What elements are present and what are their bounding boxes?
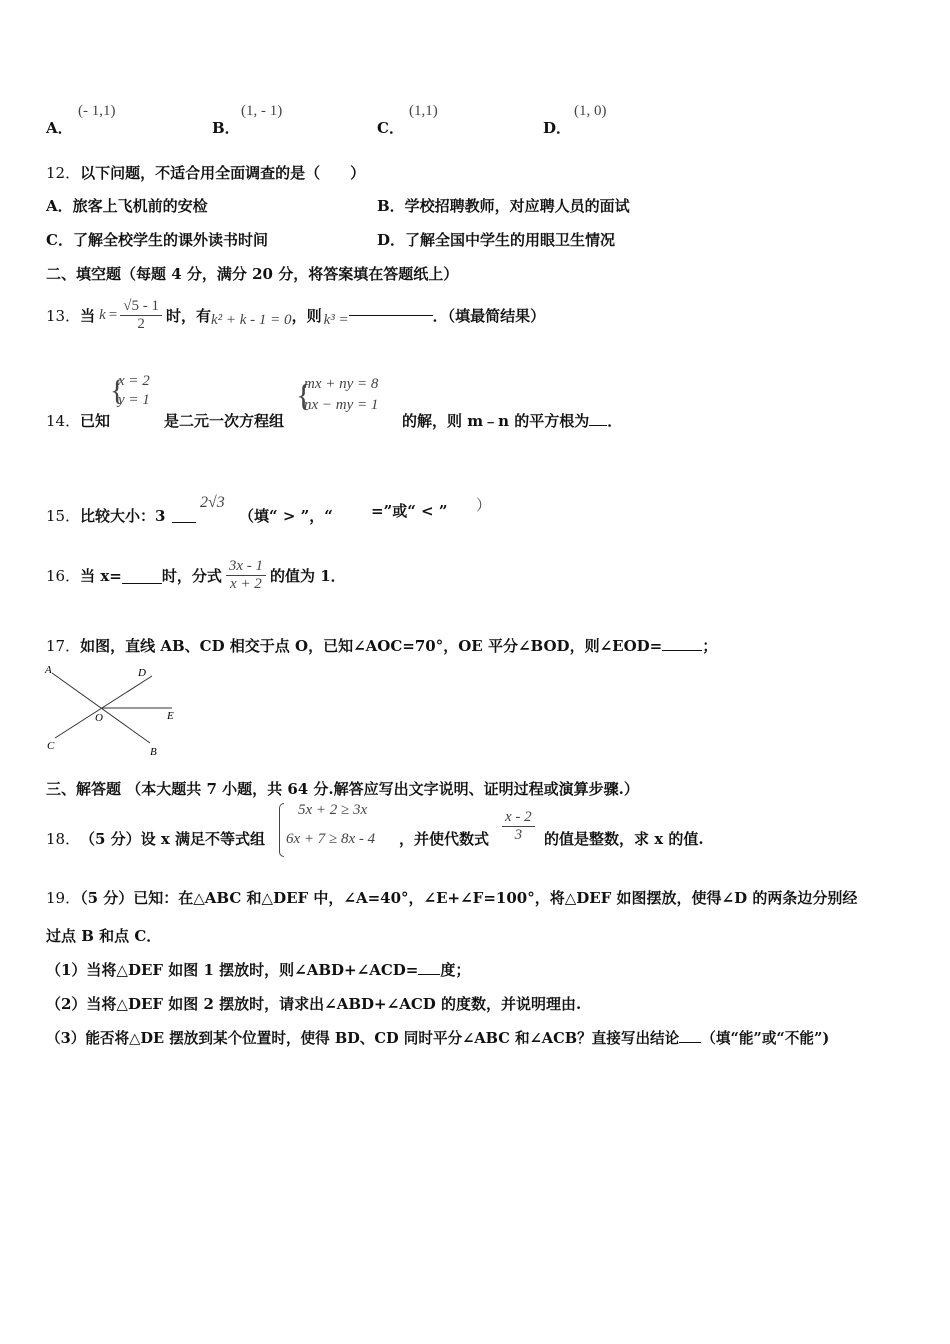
option-b-label: B．: [212, 119, 240, 137]
question-12: [46, 162, 365, 183]
q19-part-1-blank[interactable]: [418, 959, 440, 975]
q17-text: 如图，直线 AB、CD 相交于点 O，已知∠AOC=70°，OE 平分∠BOD，则∠EOD=: [80, 637, 663, 655]
question-19: [46, 887, 857, 908]
point-label-b: B: [150, 746, 157, 758]
question-number: 13．: [46, 306, 81, 325]
question-stem: 以下问题，不适合用全面调查的是（ ）: [80, 164, 366, 182]
system-line-2: y = 1: [118, 392, 150, 408]
q12-option-b: B．学校招聘教师，对应聘人员的面试: [377, 197, 630, 215]
system-line-2: nx − my = 1: [304, 397, 379, 413]
q13-text-2: 时，有: [165, 306, 211, 325]
inequality-2: 6x + 7 ≥ 8x - 4: [286, 831, 376, 847]
option-d-label: D．: [543, 119, 572, 137]
q15-text-4: ）: [476, 498, 492, 514]
q19-part-3-tail: （填“能”或“不能”): [701, 1030, 830, 1047]
q19-part-3-blank[interactable]: [679, 1027, 701, 1043]
intersecting-lines-figure: [40, 660, 190, 760]
system-line-1: mx + ny = 8: [304, 376, 379, 392]
q13-text-4: ．（填最简结果）: [432, 306, 546, 325]
fraction-denominator: x + 2: [230, 575, 262, 592]
fraction-denominator: 2: [137, 315, 145, 332]
q12-option-c: C．了解全校学生的课外读书时间: [46, 231, 268, 249]
q14-answer-blank[interactable]: [589, 425, 607, 426]
option-a-value: (- 1,1): [78, 103, 116, 119]
q17-tail: ；: [702, 637, 718, 655]
q13-text-3: ，则: [291, 306, 322, 325]
fraction-denominator: 3: [514, 827, 523, 843]
q13-equation: k² + k - 1 = 0: [211, 311, 292, 328]
point-label-d: D: [138, 667, 146, 679]
q15-text-3: =”或“ < ”: [371, 502, 448, 520]
section-heading-fill-in: 二、填空题（每题 4 分，满分 20 分，将答案填在答题纸上）: [46, 265, 459, 283]
option-c-value: (1,1): [409, 103, 438, 119]
q16-answer-blank[interactable]: [122, 566, 162, 584]
q19-part-1-tail: 度；: [440, 961, 471, 979]
q19-part-1-text: （1）当将△DEF 如图 1 摆放时，则∠ABD+∠ACD=: [46, 961, 419, 979]
q18-text-3: 的值是整数，求 x 的值.: [544, 830, 704, 848]
fraction-numerator: √5 - 1: [120, 298, 162, 316]
question-number: 14．: [46, 412, 81, 430]
q13-equals: =: [108, 306, 118, 323]
point-label-c: C: [47, 740, 55, 752]
q19-line-1: （5 分）已知：在△ABC 和△DEF 中，∠A=40°，∠E+∠F=100°，将△DEF 如图摆放，使得∠D 的两条边分别经: [80, 889, 858, 907]
system-brace: [279, 803, 284, 857]
q14-text-3-wrap: [402, 410, 622, 431]
q13-answer-blank[interactable]: [349, 315, 433, 316]
question-number: 17．: [46, 637, 81, 655]
question-number: 19．: [46, 889, 81, 907]
q19-part-3-text: （3）能否将△DE 摆放到某个位置时，使得 BD、CD 同时平分∠ABC 和∠ACB？直接写出结论: [46, 1030, 680, 1047]
q15-text-1: 比较大小：3: [80, 507, 166, 525]
q14-text-2: 是二元一次方程组: [164, 412, 285, 430]
question-16: [46, 550, 346, 600]
option-d-value: (1, 0): [574, 103, 607, 119]
point-label-e: E: [167, 710, 174, 722]
option-b-value: (1, - 1): [241, 103, 283, 119]
question-17: [46, 635, 717, 656]
q19-part-2: （2）当将△DEF 如图 2 摆放时，请求出∠ABD+∠ACD 的度数，并说明理由.: [46, 995, 582, 1013]
point-label-a: A: [45, 664, 52, 676]
q17-answer-blank[interactable]: [662, 635, 702, 651]
q16-fraction: [226, 558, 266, 593]
q15-answer-blank[interactable]: [172, 505, 196, 523]
q12-option-a: A．旅客上飞机前的安检: [46, 197, 208, 215]
question-number: 12．: [46, 164, 81, 182]
q18-text-1: （5 分）设 x 满足不等式组: [80, 830, 266, 848]
q14-equation-system: { mx + ny = 8 nx − my = 1: [296, 374, 378, 416]
question-number: 15．: [46, 507, 81, 525]
inequality-1: 5x + 2 ≥ 3x: [298, 802, 368, 818]
q18-text-2: ，并使代数式: [399, 830, 490, 848]
fraction-numerator: x - 2: [502, 809, 535, 827]
fraction-numerator: 3x - 1: [226, 558, 266, 576]
q15-text-2: （填“ > ”，“: [239, 507, 333, 525]
q14-text-3: 的解，则 m﹣n 的平方根为: [402, 412, 590, 430]
option-a-label: A．: [46, 119, 73, 137]
q13-text-1: 当: [80, 306, 96, 325]
question-13: [46, 290, 545, 340]
q14-text-4: ．: [607, 412, 623, 430]
q13-k: k: [99, 306, 106, 323]
q16-text-1: 当 x=: [80, 566, 122, 585]
question-number: 18．: [46, 830, 81, 848]
q19-part-1: [46, 959, 470, 980]
system-line-1: x = 2: [118, 373, 150, 389]
point-label-o: O: [95, 712, 103, 724]
q12-option-d: D．了解全国中学生的用眼卫生情况: [377, 231, 616, 249]
question-number: 16．: [46, 566, 81, 585]
option-c-label: C．: [377, 119, 404, 137]
q16-text-3: 的值为 1．: [270, 566, 346, 585]
q14-solution-system: { x = 2 y = 1: [110, 373, 150, 408]
q18-fraction: [502, 809, 535, 844]
q13-k-cubed: k³ =: [323, 311, 349, 328]
q13-fraction: [120, 298, 162, 333]
q19-line-2: 过点 B 和点 C．: [46, 927, 162, 945]
section-heading-solutions: 三、解答题 （本大题共 7 小题，共 64 分.解答应写出文字说明、证明过程或演算步骤.）: [46, 780, 639, 798]
q19-part-3: [46, 1027, 829, 1048]
q15-expression: 2√3: [200, 494, 225, 511]
q16-text-2: 时，分式: [161, 566, 222, 585]
q14-text-1: 已知: [80, 412, 111, 430]
